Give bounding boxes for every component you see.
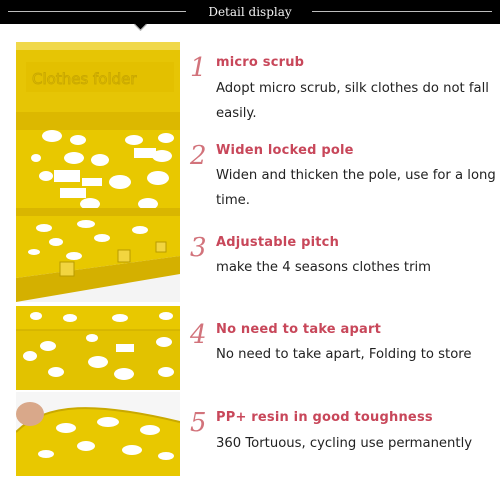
feature-title-3: Adjustable pitch: [216, 235, 340, 250]
feature-description-2: Widen and thicken the pole, use for a long time.: [216, 168, 496, 208]
feature-number-4: 4: [190, 320, 207, 350]
feature-description-5: 360 Tortuous, cycling use permanently: [216, 436, 473, 451]
header-title: Detail display: [208, 5, 292, 19]
feature-description-3: make the 4 seasons clothes trim: [216, 260, 432, 275]
feature-description-1: Adopt micro scrub, silk clothes do not fall easily.: [216, 81, 489, 121]
photo-no-take-apart: [16, 306, 180, 390]
hand-shape: [16, 402, 44, 426]
feature-title-5: PP+ resin in good toughness: [216, 410, 433, 425]
feature-title-2: Widen locked pole: [216, 143, 354, 158]
feature-title-4: No need to take apart: [216, 322, 382, 337]
photo-adjustable-pitch: [16, 216, 180, 302]
feature-number-3: 3: [190, 233, 207, 263]
photo-pp-resin: [16, 392, 180, 476]
feature-number-5: 5: [190, 408, 207, 438]
photo-micro-scrub: [16, 42, 180, 130]
feature-description-4: No need to take apart, Folding to store: [216, 347, 472, 362]
photo-widen-pole: [16, 130, 180, 216]
feature-number-2: 2: [190, 141, 207, 171]
feature-number-1: 1: [190, 53, 207, 83]
photo-embossed-text: Clothes folder: [32, 70, 137, 88]
feature-title-1: micro scrub: [216, 55, 305, 70]
header-bar: [0, 0, 500, 24]
